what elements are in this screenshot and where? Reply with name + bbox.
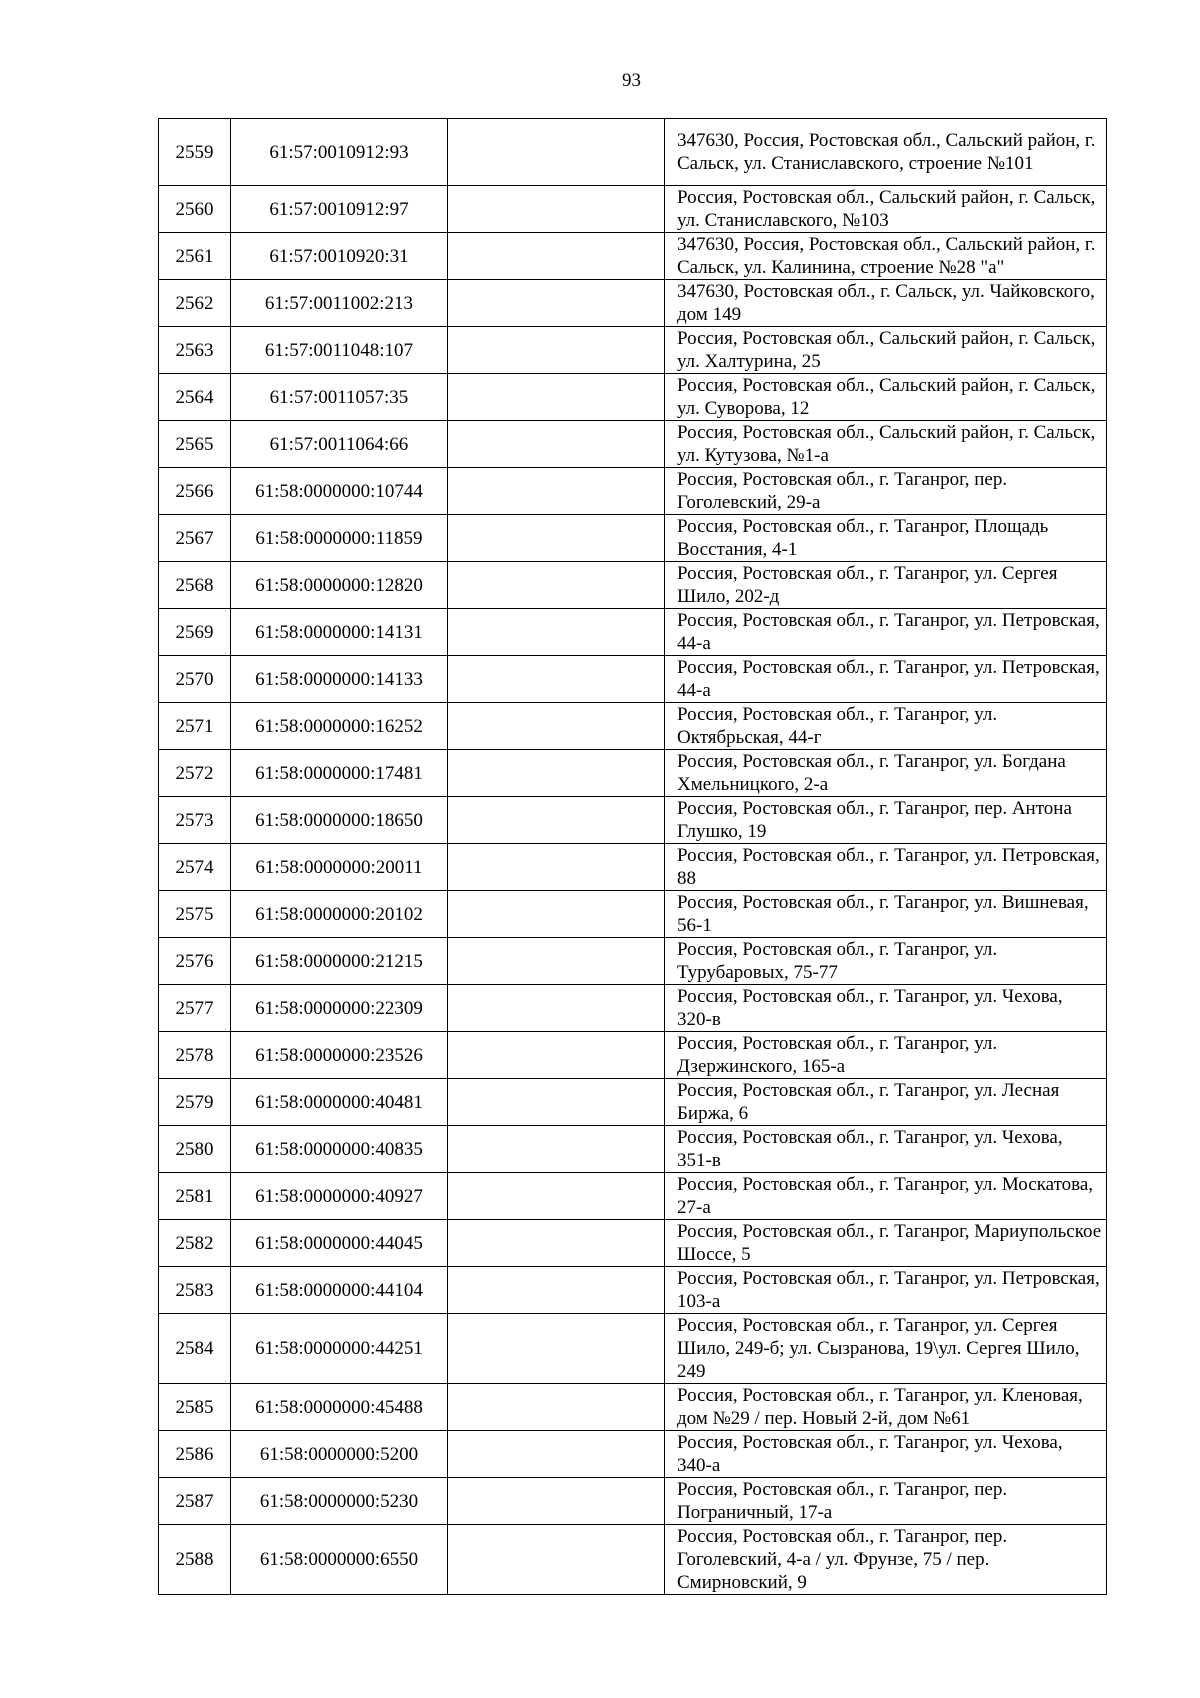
empty-cell <box>448 1079 665 1126</box>
cadastral-number-cell: 61:58:0000000:44104 <box>231 1267 448 1314</box>
table-row <box>159 750 1107 797</box>
table-row <box>159 985 1107 1032</box>
empty-cell <box>448 1032 665 1079</box>
row-number-cell: 2584 <box>159 1314 231 1384</box>
empty-cell <box>448 1384 665 1431</box>
table-row <box>159 1478 1107 1525</box>
empty-cell <box>448 750 665 797</box>
empty-cell <box>448 119 665 186</box>
cadastral-number-cell: 61:58:0000000:44251 <box>231 1314 448 1384</box>
cadastral-number-cell: 61:58:0000000:23526 <box>231 1032 448 1079</box>
row-number-cell: 2579 <box>159 1079 231 1126</box>
address-cell: Россия, Ростовская обл., г. Таганрог, ул. Октябрьская, 44-г <box>665 703 1107 750</box>
empty-cell <box>448 1431 665 1478</box>
cadastral-number-cell: 61:58:0000000:5200 <box>231 1431 448 1478</box>
page-number: 93 <box>622 70 641 91</box>
cadastral-number-cell: 61:57:0010912:97 <box>231 186 448 233</box>
empty-cell <box>448 609 665 656</box>
address-cell: Россия, Ростовская обл., г. Таганрог, ул. Петровская, 103-а <box>665 1267 1107 1314</box>
table-row <box>159 844 1107 891</box>
table-row <box>159 797 1107 844</box>
cadastral-number-cell: 61:58:0000000:5230 <box>231 1478 448 1525</box>
address-cell: Россия, Ростовская обл., г. Таганрог, ул. Вишневая, 56-1 <box>665 891 1107 938</box>
address-cell: Россия, Ростовская обл., г. Таганрог, ул. Чехова, 320-в <box>665 985 1107 1032</box>
table-row <box>159 233 1107 280</box>
address-cell: Россия, Ростовская обл., Сальский район, г. Сальск, ул. Станиславского, №103 <box>665 186 1107 233</box>
row-number-cell: 2572 <box>159 750 231 797</box>
empty-cell <box>448 1478 665 1525</box>
row-number-cell: 2565 <box>159 421 231 468</box>
cadastral-number-cell: 61:58:0000000:12820 <box>231 562 448 609</box>
address-cell: Россия, Ростовская обл., г. Таганрог, ул. Сергея Шило, 249-б; ул. Сызранова, 19\ул. Сергея Шило, 249 <box>665 1314 1107 1384</box>
table-row <box>159 421 1107 468</box>
table-row <box>159 1384 1107 1431</box>
address-cell: Россия, Ростовская обл., г. Таганрог, ул. Чехова, 340-а <box>665 1431 1107 1478</box>
cadastral-number-cell: 61:58:0000000:40927 <box>231 1173 448 1220</box>
row-number-cell: 2559 <box>159 119 231 186</box>
cadastral-number-cell: 61:58:0000000:18650 <box>231 797 448 844</box>
table-body <box>159 119 1107 1595</box>
cadastral-number-cell: 61:58:0000000:44045 <box>231 1220 448 1267</box>
address-cell: Россия, Ростовская обл., г. Таганрог, ул. Богдана Хмельницкого, 2-а <box>665 750 1107 797</box>
cadastral-number-cell: 61:57:0011064:66 <box>231 421 448 468</box>
empty-cell <box>448 1173 665 1220</box>
table-row <box>159 1267 1107 1314</box>
table-row <box>159 1431 1107 1478</box>
row-number-cell: 2570 <box>159 656 231 703</box>
table-row <box>159 119 1107 186</box>
address-cell: Россия, Ростовская обл., г. Таганрог, пер. Антона Глушко, 19 <box>665 797 1107 844</box>
cadastral-number-cell: 61:58:0000000:17481 <box>231 750 448 797</box>
cadastral-number-cell: 61:57:0010920:31 <box>231 233 448 280</box>
address-cell: 347630, Ростовская обл., г. Сальск, ул. Чайковского, дом 149 <box>665 280 1107 327</box>
empty-cell <box>448 703 665 750</box>
table-row <box>159 1220 1107 1267</box>
cadastral-number-cell: 61:58:0000000:20102 <box>231 891 448 938</box>
address-cell: Россия, Ростовская обл., г. Таганрог, ул. Лесная Биржа, 6 <box>665 1079 1107 1126</box>
address-cell: Россия, Ростовская обл., г. Таганрог, ул. Чехова, 351-в <box>665 1126 1107 1173</box>
address-cell: Россия, Ростовская обл., Сальский район, г. Сальск, ул. Халтурина, 25 <box>665 327 1107 374</box>
address-cell: Россия, Ростовская обл., г. Таганрог, пер. Пограничный, 17-а <box>665 1478 1107 1525</box>
cadastral-number-cell: 61:58:0000000:11859 <box>231 515 448 562</box>
row-number-cell: 2560 <box>159 186 231 233</box>
empty-cell <box>448 938 665 985</box>
row-number-cell: 2585 <box>159 1384 231 1431</box>
row-number-cell: 2567 <box>159 515 231 562</box>
row-number-cell: 2566 <box>159 468 231 515</box>
empty-cell <box>448 421 665 468</box>
empty-cell <box>448 891 665 938</box>
empty-cell <box>448 280 665 327</box>
cadastral-number-cell: 61:58:0000000:16252 <box>231 703 448 750</box>
row-number-cell: 2583 <box>159 1267 231 1314</box>
address-cell: Россия, Ростовская обл., г. Таганрог, ул. Сергея Шило, 202-д <box>665 562 1107 609</box>
empty-cell <box>448 468 665 515</box>
address-cell: Россия, Ростовская обл., г. Таганрог, ул. Петровская, 44-а <box>665 609 1107 656</box>
row-number-cell: 2574 <box>159 844 231 891</box>
cadastral-number-cell: 61:58:0000000:40835 <box>231 1126 448 1173</box>
empty-cell <box>448 186 665 233</box>
address-cell: Россия, Ростовская обл., г. Таганрог, ул. Петровская, 44-а <box>665 656 1107 703</box>
table-row <box>159 891 1107 938</box>
cadastral-number-cell: 61:58:0000000:21215 <box>231 938 448 985</box>
row-number-cell: 2571 <box>159 703 231 750</box>
empty-cell <box>448 374 665 421</box>
cadastral-number-cell: 61:58:0000000:14133 <box>231 656 448 703</box>
address-cell: Россия, Ростовская обл., г. Таганрог, пер. Гоголевский, 29-а <box>665 468 1107 515</box>
row-number-cell: 2587 <box>159 1478 231 1525</box>
cadastral-number-cell: 61:57:0011057:35 <box>231 374 448 421</box>
empty-cell <box>448 985 665 1032</box>
table-row <box>159 1525 1107 1595</box>
table-row <box>159 1314 1107 1384</box>
empty-cell <box>448 562 665 609</box>
row-number-cell: 2573 <box>159 797 231 844</box>
table-row <box>159 656 1107 703</box>
empty-cell <box>448 515 665 562</box>
address-cell: Россия, Ростовская обл., г. Таганрог, ул. Петровская, 88 <box>665 844 1107 891</box>
row-number-cell: 2588 <box>159 1525 231 1595</box>
table-row <box>159 1032 1107 1079</box>
address-cell: Россия, Ростовская обл., г. Таганрог, ул. Кленовая, дом №29 / пер. Новый 2-й, дом №61 <box>665 1384 1107 1431</box>
table-row <box>159 374 1107 421</box>
row-number-cell: 2586 <box>159 1431 231 1478</box>
row-number-cell: 2569 <box>159 609 231 656</box>
table-row <box>159 703 1107 750</box>
empty-cell <box>448 1525 665 1595</box>
address-cell: Россия, Ростовская обл., г. Таганрог, Мариупольское Шоссе, 5 <box>665 1220 1107 1267</box>
empty-cell <box>448 233 665 280</box>
address-cell: Россия, Ростовская обл., г. Таганрог, ул. Москатова, 27-а <box>665 1173 1107 1220</box>
cadastral-number-cell: 61:57:0011002:213 <box>231 280 448 327</box>
row-number-cell: 2575 <box>159 891 231 938</box>
table-row <box>159 515 1107 562</box>
table-row <box>159 186 1107 233</box>
cadastral-number-cell: 61:58:0000000:14131 <box>231 609 448 656</box>
row-number-cell: 2568 <box>159 562 231 609</box>
address-cell: 347630, Россия, Ростовская обл., Сальский район, г. Сальск, ул. Станиславского, строение №101 <box>665 119 1107 186</box>
address-cell: Россия, Ростовская обл., г. Таганрог, ул. Дзержинского, 165-а <box>665 1032 1107 1079</box>
row-number-cell: 2563 <box>159 327 231 374</box>
row-number-cell: 2564 <box>159 374 231 421</box>
empty-cell <box>448 1267 665 1314</box>
address-cell: Россия, Ростовская обл., Сальский район, г. Сальск, ул. Суворова, 12 <box>665 374 1107 421</box>
table-row <box>159 468 1107 515</box>
property-table <box>158 118 1107 1595</box>
row-number-cell: 2577 <box>159 985 231 1032</box>
cadastral-number-cell: 61:57:0010912:93 <box>231 119 448 186</box>
empty-cell <box>448 1314 665 1384</box>
empty-cell <box>448 797 665 844</box>
table-row <box>159 1173 1107 1220</box>
empty-cell <box>448 327 665 374</box>
table-row <box>159 1079 1107 1126</box>
row-number-cell: 2580 <box>159 1126 231 1173</box>
cadastral-number-cell: 61:58:0000000:6550 <box>231 1525 448 1595</box>
cadastral-number-cell: 61:58:0000000:22309 <box>231 985 448 1032</box>
empty-cell <box>448 844 665 891</box>
row-number-cell: 2561 <box>159 233 231 280</box>
row-number-cell: 2578 <box>159 1032 231 1079</box>
address-cell: 347630, Россия, Ростовская обл., Сальский район, г. Сальск, ул. Калинина, строение №28 "а" <box>665 233 1107 280</box>
empty-cell <box>448 656 665 703</box>
empty-cell <box>448 1126 665 1173</box>
table-row <box>159 562 1107 609</box>
table-row <box>159 280 1107 327</box>
row-number-cell: 2562 <box>159 280 231 327</box>
table-row <box>159 609 1107 656</box>
cadastral-number-cell: 61:58:0000000:45488 <box>231 1384 448 1431</box>
table-row <box>159 1126 1107 1173</box>
row-number-cell: 2582 <box>159 1220 231 1267</box>
empty-cell <box>448 1220 665 1267</box>
row-number-cell: 2581 <box>159 1173 231 1220</box>
address-cell: Россия, Ростовская обл., г. Таганрог, ул. Турубаровых, 75-77 <box>665 938 1107 985</box>
table-row <box>159 327 1107 374</box>
cadastral-number-cell: 61:57:0011048:107 <box>231 327 448 374</box>
table-row <box>159 938 1107 985</box>
address-cell: Россия, Ростовская обл., г. Таганрог, Площадь Восстания, 4-1 <box>665 515 1107 562</box>
address-cell: Россия, Ростовская обл., Сальский район, г. Сальск, ул. Кутузова, №1-а <box>665 421 1107 468</box>
cadastral-number-cell: 61:58:0000000:10744 <box>231 468 448 515</box>
address-cell: Россия, Ростовская обл., г. Таганрог, пер. Гоголевский, 4-а / ул. Фрунзе, 75 / пер. Смирновский, 9 <box>665 1525 1107 1595</box>
cadastral-number-cell: 61:58:0000000:40481 <box>231 1079 448 1126</box>
cadastral-number-cell: 61:58:0000000:20011 <box>231 844 448 891</box>
row-number-cell: 2576 <box>159 938 231 985</box>
